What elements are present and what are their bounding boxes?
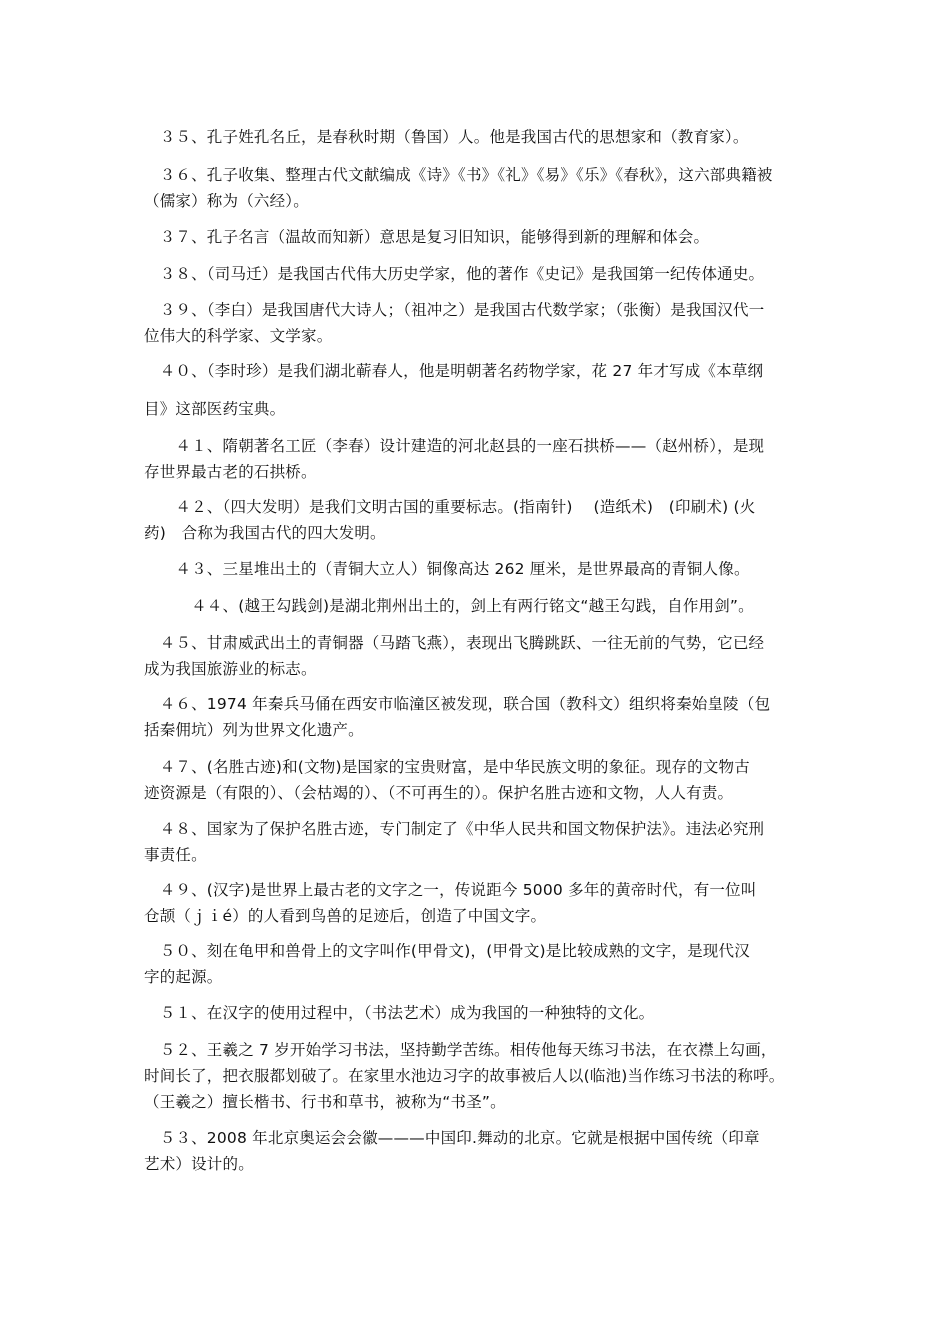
paragraph-line: 成为我国旅游业的标志。 — [144, 660, 317, 678]
paragraph-46 — [144, 691, 810, 743]
paragraph-line: 时间长了，把衣服都划破了。在家里水池边习字的故事被后人以(临池)当作练习书法的称呼。 — [144, 1067, 785, 1085]
paragraph-47 — [144, 754, 810, 806]
paragraph-line: 存世界最古老的石拱桥。 — [144, 463, 317, 481]
paragraph-45 — [144, 630, 810, 682]
paragraph-line: ４７、(名胜古迹)和(文物)是国家的宝贵财富，是中华民族文明的象征。现存的文物古 — [144, 758, 750, 776]
paragraph-48 — [144, 816, 810, 868]
paragraph-40-continued — [144, 396, 810, 422]
paragraph-line: ３９、（李白）是我国唐代大诗人；（祖冲之）是我国古代数学家；（张衡）是我国汉代一 — [144, 301, 765, 319]
paragraph-line: ４８、国家为了保护名胜古迹，专门制定了《中华人民共和国文物保护法》。违法必究刑 — [144, 820, 765, 838]
paragraph-line: 迹资源是（有限的）、（会枯竭的）、（不可再生的）。保护名胜古迹和文物，人人有责。 — [144, 784, 734, 802]
paragraph-line: 艺术）设计的。 — [144, 1155, 254, 1173]
paragraph-line: ５２、王羲之 7 岁开始学习书法，坚持勤学苦练。相传他每天练习书法，在衣襟上勾画， — [144, 1041, 777, 1059]
paragraph-line: 目》这部医药宝典。 — [144, 400, 286, 418]
paragraph-line: ４１、隋朝著名工匠（李春）设计建造的河北赵县的一座石拱桥——（赵州桥），是现 — [144, 437, 765, 455]
paragraph-line: ４４、(越王勾践剑)是湖北荆州出土的，剑上有两行铭文“越王勾践，自作用剑”。 — [144, 597, 754, 615]
paragraph-38 — [144, 261, 810, 287]
paragraph-39 — [144, 297, 810, 349]
paragraph-line: ５０、刻在龟甲和兽骨上的文字叫作(甲骨文)，(甲骨文)是比较成熟的文字，是现代汉 — [144, 942, 750, 960]
paragraph-40 — [144, 358, 810, 384]
paragraph-36 — [144, 162, 810, 214]
paragraph-line: ４９、(汉字)是世界上最古老的文字之一，传说距今 5000 多年的黄帝时代，有一位叫 — [144, 881, 757, 899]
paragraph-52 — [144, 1037, 810, 1115]
paragraph-line: ３７、孔子名言（温故而知新）意思是复习旧知识，能够得到新的理解和体会。 — [144, 228, 710, 246]
paragraph-37 — [144, 224, 810, 250]
paragraph-line: ４５、甘肃威武出土的青铜器（马踏飞燕），表现出飞腾跳跃、一往无前的气势，它已经 — [144, 634, 765, 652]
paragraph-44 — [144, 593, 810, 619]
paragraph-50 — [144, 938, 810, 990]
paragraph-line: 药) 合称为我国古代的四大发明。 — [144, 524, 386, 542]
paragraph-41 — [144, 433, 810, 485]
paragraph-42 — [144, 494, 810, 546]
paragraph-line: ４３、三星堆出土的（青铜大立人）铜像高达 262 厘米，是世界最高的青铜人像。 — [144, 560, 750, 578]
paragraph-line: ４６、1974 年秦兵马俑在西安市临潼区被发现，联合国（教科文）组织将秦始皇陵（包 — [144, 695, 771, 713]
paragraph-49 — [144, 877, 810, 929]
paragraph-line: ５１、在汉字的使用过程中，（书法艺术）成为我国的一种独特的文化。 — [144, 1004, 655, 1022]
paragraph-line: （王羲之）擅长楷书、行书和草书，被称为“书圣”。 — [144, 1093, 506, 1111]
paragraph-line: 位伟大的科学家、文学家。 — [144, 327, 333, 345]
paragraph-53 — [144, 1125, 810, 1177]
paragraph-43 — [144, 556, 810, 582]
paragraph-line: ３５、孔子姓孔名丘，是春秋时期（鲁国）人。他是我国古代的思想家和（教育家）。 — [144, 128, 749, 146]
paragraph-line: ３６、孔子收集、整理古代文献编成《诗》《书》《礼》《易》《乐》《春秋》，这六部典籍被 — [144, 166, 773, 184]
paragraph-line: 括秦佣坑）列为世界文化遗产。 — [144, 721, 364, 739]
paragraph-line: （儒家）称为（六经）。 — [144, 192, 309, 210]
paragraph-line: ５３、2008 年北京奥运会会徽———中国印.舞动的北京。它就是根据中国传统（印章 — [144, 1129, 760, 1147]
paragraph-35 — [144, 124, 810, 150]
paragraph-line: ３８、（司马迁）是我国古代伟大历史学家，他的著作《史记》是我国第一纪传体通史。 — [144, 265, 765, 283]
paragraph-line: 仓颉（ｊｉé）的人看到鸟兽的足迹后，创造了中国文字。 — [144, 907, 547, 925]
paragraph-line: 字的起源。 — [144, 968, 223, 986]
paragraph-line: ４０、（李时珍）是我们湖北蕲春人，他是明朝著名药物学家，花 27 年才写成《本草纲 — [144, 362, 764, 380]
paragraph-line: ４２、（四大发明）是我们文明古国的重要标志。(指南针) (造纸术) (印刷术) (火 — [144, 498, 756, 516]
paragraph-line: 事责任。 — [144, 846, 207, 864]
paragraph-51 — [144, 1000, 810, 1026]
